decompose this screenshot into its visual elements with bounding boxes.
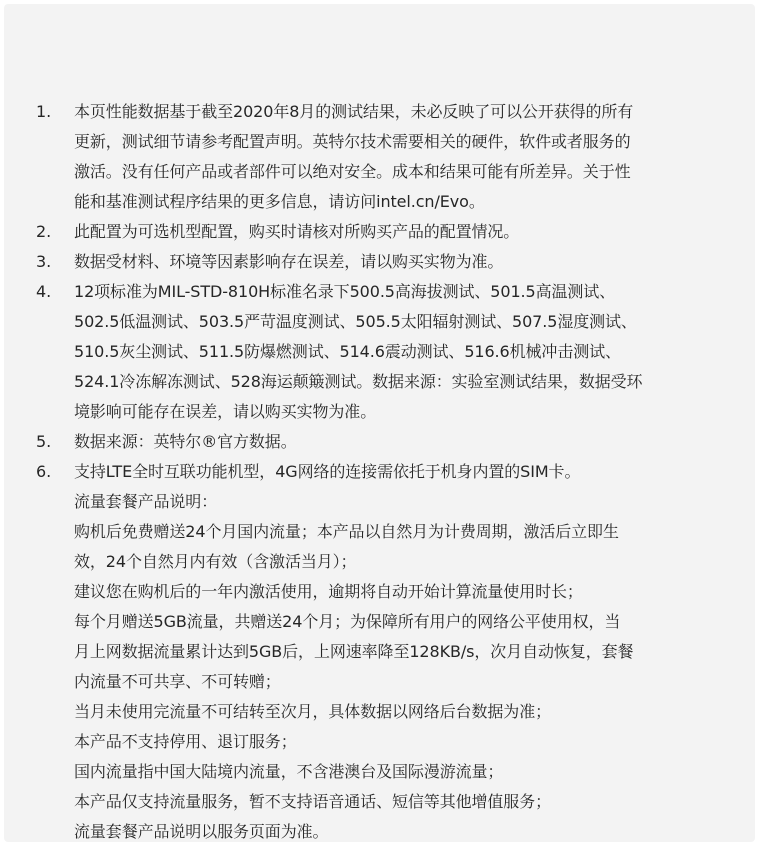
footnote-text-line: 本页性能数据基于截至2020年8月的测试结果，未必反映了可以公开获得的所有: [74, 102, 634, 121]
footnote-text-line: 激活。没有任何产品或者部件可以绝对安全。成本和结果可能有所差异。关于性: [74, 162, 631, 181]
footnote-text-line: 购机后免费赠送24个月国内流量；本产品以自然月为计费周期，激活后立即生: [74, 522, 619, 541]
footnote-text-line: 524.1冷冻解冻测试、528海运颠簸测试。数据来源：实验室测试结果，数据受环: [74, 372, 643, 391]
footnote-item: [36, 277, 736, 427]
footnote-item: [36, 97, 736, 217]
footnote-text-line: 502.5低温测试、503.5严苛温度测试、505.5太阳辐射测试、507.5湿度测试、: [74, 312, 637, 331]
footnote-text-line: 更新，测试细节请参考配置声明。英特尔技术需要相关的硬件，软件或者服务的: [74, 132, 631, 151]
footnote-number: 3.: [36, 252, 52, 271]
footnote-text-line: 流量套餐产品说明以服务页面为准。: [74, 822, 329, 841]
footnote-text-line: 建议您在购机后的一年内激活使用，逾期将自动开始计算流量使用时长；: [74, 582, 583, 601]
footnote-text-line: 本产品不支持停用、退订服务；: [74, 732, 297, 751]
footnote-text-line: 内流量不可共享、不可转赠；: [74, 672, 281, 691]
footnote-item: [36, 217, 736, 247]
footnote-text-line: 能和基准测试程序结果的更多信息，请访问intel.cn/Evo。: [74, 192, 485, 211]
footnote-text: [74, 457, 736, 847]
footnote-text-line: 流量套餐产品说明：: [74, 492, 218, 511]
footnote-number: 6.: [36, 462, 52, 481]
footnote-text-line: 510.5灰尘测试、511.5防爆燃测试、514.6震动测试、516.6机械冲击测试、: [74, 342, 621, 361]
footnote-item: [36, 427, 736, 457]
footnote-item: [36, 457, 736, 847]
footnote-text-line: 当月未使用完流量不可结转至次月，具体数据以网络后台数据为准；: [74, 702, 552, 721]
footnote-text-line: 本产品仅支持流量服务，暂不支持语音通话、短信等其他增值服务；: [74, 792, 552, 811]
footnote-text: [74, 277, 736, 427]
footnote-number: 4.: [36, 282, 52, 301]
footnote-text-line: 每个月赠送5GB流量，共赠送24个月；为保障所有用户的网络公平使用权，当: [74, 612, 621, 631]
footnote-text: [74, 217, 736, 247]
footnote-number: 5.: [36, 432, 52, 451]
footnote-number: 2.: [36, 222, 52, 241]
footnote-item: [36, 247, 736, 277]
footnote-text-line: 境影响可能存在误差，请以购买实物为准。: [74, 402, 377, 421]
footnote-text: [74, 97, 736, 217]
footnotes-panel: [4, 4, 755, 842]
footnote-text-line: 月上网数据流量累计达到5GB后，上网速率降至128KB/s，次月自动恢复，套餐: [74, 642, 634, 661]
footnotes-list: [36, 97, 736, 847]
footnote-text: [74, 427, 736, 457]
footnote-text-line: 数据受材料、环境等因素影响存在误差，请以购买实物为准。: [74, 252, 504, 271]
footnote-text-line: 12项标准为MIL-STD-810H标准名录下500.5高海拔测试、501.5高温测试、: [74, 282, 616, 301]
footnote-text-line: 支持LTE全时互联功能机型，4G网络的连接需依托于机身内置的SIM卡。: [74, 462, 581, 481]
footnote-text-line: 数据来源：英特尔®官方数据。: [74, 432, 297, 451]
footnote-text: [74, 247, 736, 277]
footnote-text-line: 国内流量指中国大陆境内流量，不含港澳台及国际漫游流量；: [74, 762, 504, 781]
footnote-text-line: 效，24个自然月内有效（含激活当月）；: [74, 552, 357, 571]
footnote-text-line: 此配置为可选机型配置，购买时请核对所购买产品的配置情况。: [74, 222, 520, 241]
footnote-number: 1.: [36, 102, 52, 121]
